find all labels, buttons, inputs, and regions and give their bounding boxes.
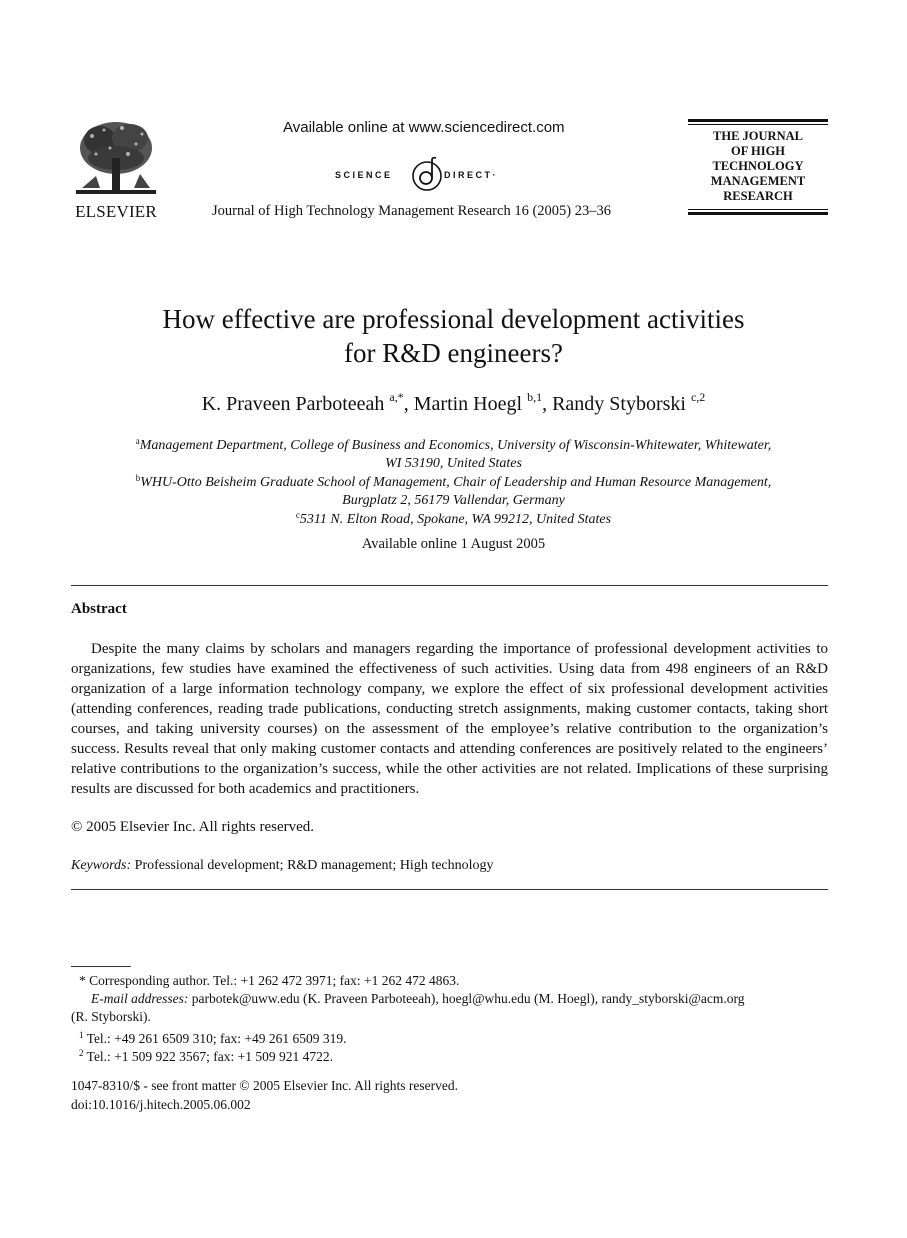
issn-line: 1047-8310/$ - see front matter © 2005 Elsevier Inc. All rights reserved. (71, 1078, 459, 1093)
affil-line: Burgplatz 2, 56179 Vallendar, Germany (342, 493, 565, 508)
abstract-copyright: © 2005 Elsevier Inc. All rights reserved. (71, 819, 315, 835)
journal-box-line: TECHNOLOGY (712, 159, 804, 173)
journal-box-title (688, 129, 828, 204)
available-online-url[interactable]: Available online at www.sciencedirect.com (283, 119, 565, 136)
box-rule (688, 209, 828, 210)
affil-line: WHU-Otto Beisheim Graduate School of Management, Chair of Leadership and Human Resource Management, (140, 475, 772, 490)
available-date: Available online 1 August 2005 (361, 536, 546, 552)
article-title (60, 302, 847, 370)
author-list: K. Praveen Parboteeah $^{a,*}$, Martin Hoegl $^{b,1}$, Randy Styborski $^{c,2}$ (201, 390, 706, 415)
sciencedirect-at-icon (409, 156, 445, 192)
keywords (71, 858, 494, 874)
affil-mark: a (135, 436, 140, 446)
affil-mark: b (135, 473, 141, 483)
author-name: Randy Styborski (552, 393, 686, 415)
title-line: How effective are professional development activities (162, 304, 745, 334)
author-name: K. Praveen Parboteeah (201, 393, 385, 415)
footnote-mark: 2 (79, 1048, 84, 1058)
footnote-emails-cont: (R. Styborski). (71, 1009, 151, 1024)
affil-line: 5311 N. Elton Road, Spokane, WA 99212, United States (299, 512, 612, 527)
author-affil-mark: c,2 (690, 390, 706, 404)
affil-line: Management Department, College of Business and Economics, University of Wisconsin-Whitewater, Whitewater, (139, 438, 772, 453)
footnote-text: Tel.: +49 261 6509 310; fax: +49 261 6509 319. (86, 1031, 347, 1046)
footnote-mark: 1 (79, 1030, 84, 1040)
front-matter (71, 1076, 458, 1114)
journal-box-line: THE JOURNAL (713, 129, 803, 143)
abstract-heading: Abstract (71, 601, 127, 617)
box-rule (688, 212, 828, 215)
affiliation-b (60, 469, 847, 510)
affil-mark: c (295, 510, 300, 520)
author-name: Martin Hoegl (413, 393, 523, 415)
divider (71, 585, 828, 586)
author-affil-mark: a,* (389, 390, 404, 404)
sciencedirect-logo (333, 156, 523, 192)
box-rule (688, 119, 828, 122)
footnote-rule (71, 966, 131, 967)
footnote-corresponding: * Corresponding author. Tel.: +1 262 472 3971; fax: +1 262 472 4863. (79, 973, 460, 988)
title-line: for R&D engineers? (344, 338, 563, 368)
affiliation-a (60, 432, 847, 473)
author-affil-mark: b,1 (527, 390, 543, 404)
email-list[interactable]: parbotek@uww.edu (K. Praveen Parboteeah), hoegl@whu.edu (M. Hoegl), randy_styborski@acm.org (191, 991, 745, 1006)
keywords-text: Professional development; R&D management; High technology (134, 858, 494, 873)
journal-citation: Journal of High Technology Management Research 16 (2005) 23–36 (212, 203, 611, 219)
doi-line[interactable]: doi:10.1016/j.hitech.2005.06.002 (71, 1097, 251, 1112)
abstract-body (71, 639, 828, 799)
footnote-text: Tel.: +1 509 922 3567; fax: +1 509 921 4722. (86, 1049, 334, 1064)
elsevier-tree-icon (70, 118, 162, 202)
keywords-label: Keywords: (71, 858, 132, 873)
journal-box-line: MANAGEMENT (710, 174, 806, 188)
sd-left-text: SCIENCE (335, 170, 393, 180)
journal-title-box (688, 119, 828, 215)
abstract-text: Despite the many claims by scholars and managers regarding the importance of professional development activities to organizations, few studies have examined the effectiveness of such activities. Using data from 498 engineers of an R&D organization of a large information technology company, we explore the effect of six professional development activities (attending conferences, reading trade publications, conducting stretch assignments, making customer contacts, taking short courses, and taking university courses) on the assessment of the employee’s relative contribution to the organization’s success. Results reveal that only making customer contacts and attending conferences are positively related to the engineers’ relative contributions to the organization’s success, while the other activities are not related. Implications of these surprising results are discussed for both academics and practitioners. (71, 641, 828, 797)
email-label: E-mail addresses: (91, 991, 189, 1006)
footnote-emails (71, 990, 828, 1008)
publisher-name: ELSEVIER (75, 202, 157, 221)
box-rule (688, 124, 828, 125)
journal-box-line: OF HIGH (730, 144, 786, 158)
footnote-2 (71, 1044, 836, 1066)
affiliation-c (60, 506, 847, 529)
elsevier-logo (70, 118, 162, 222)
journal-box-line: RESEARCH (723, 189, 793, 203)
divider (71, 889, 828, 890)
sd-right-text: DIRECT· (444, 170, 498, 180)
affil-line: WI 53190, United States (385, 456, 522, 471)
